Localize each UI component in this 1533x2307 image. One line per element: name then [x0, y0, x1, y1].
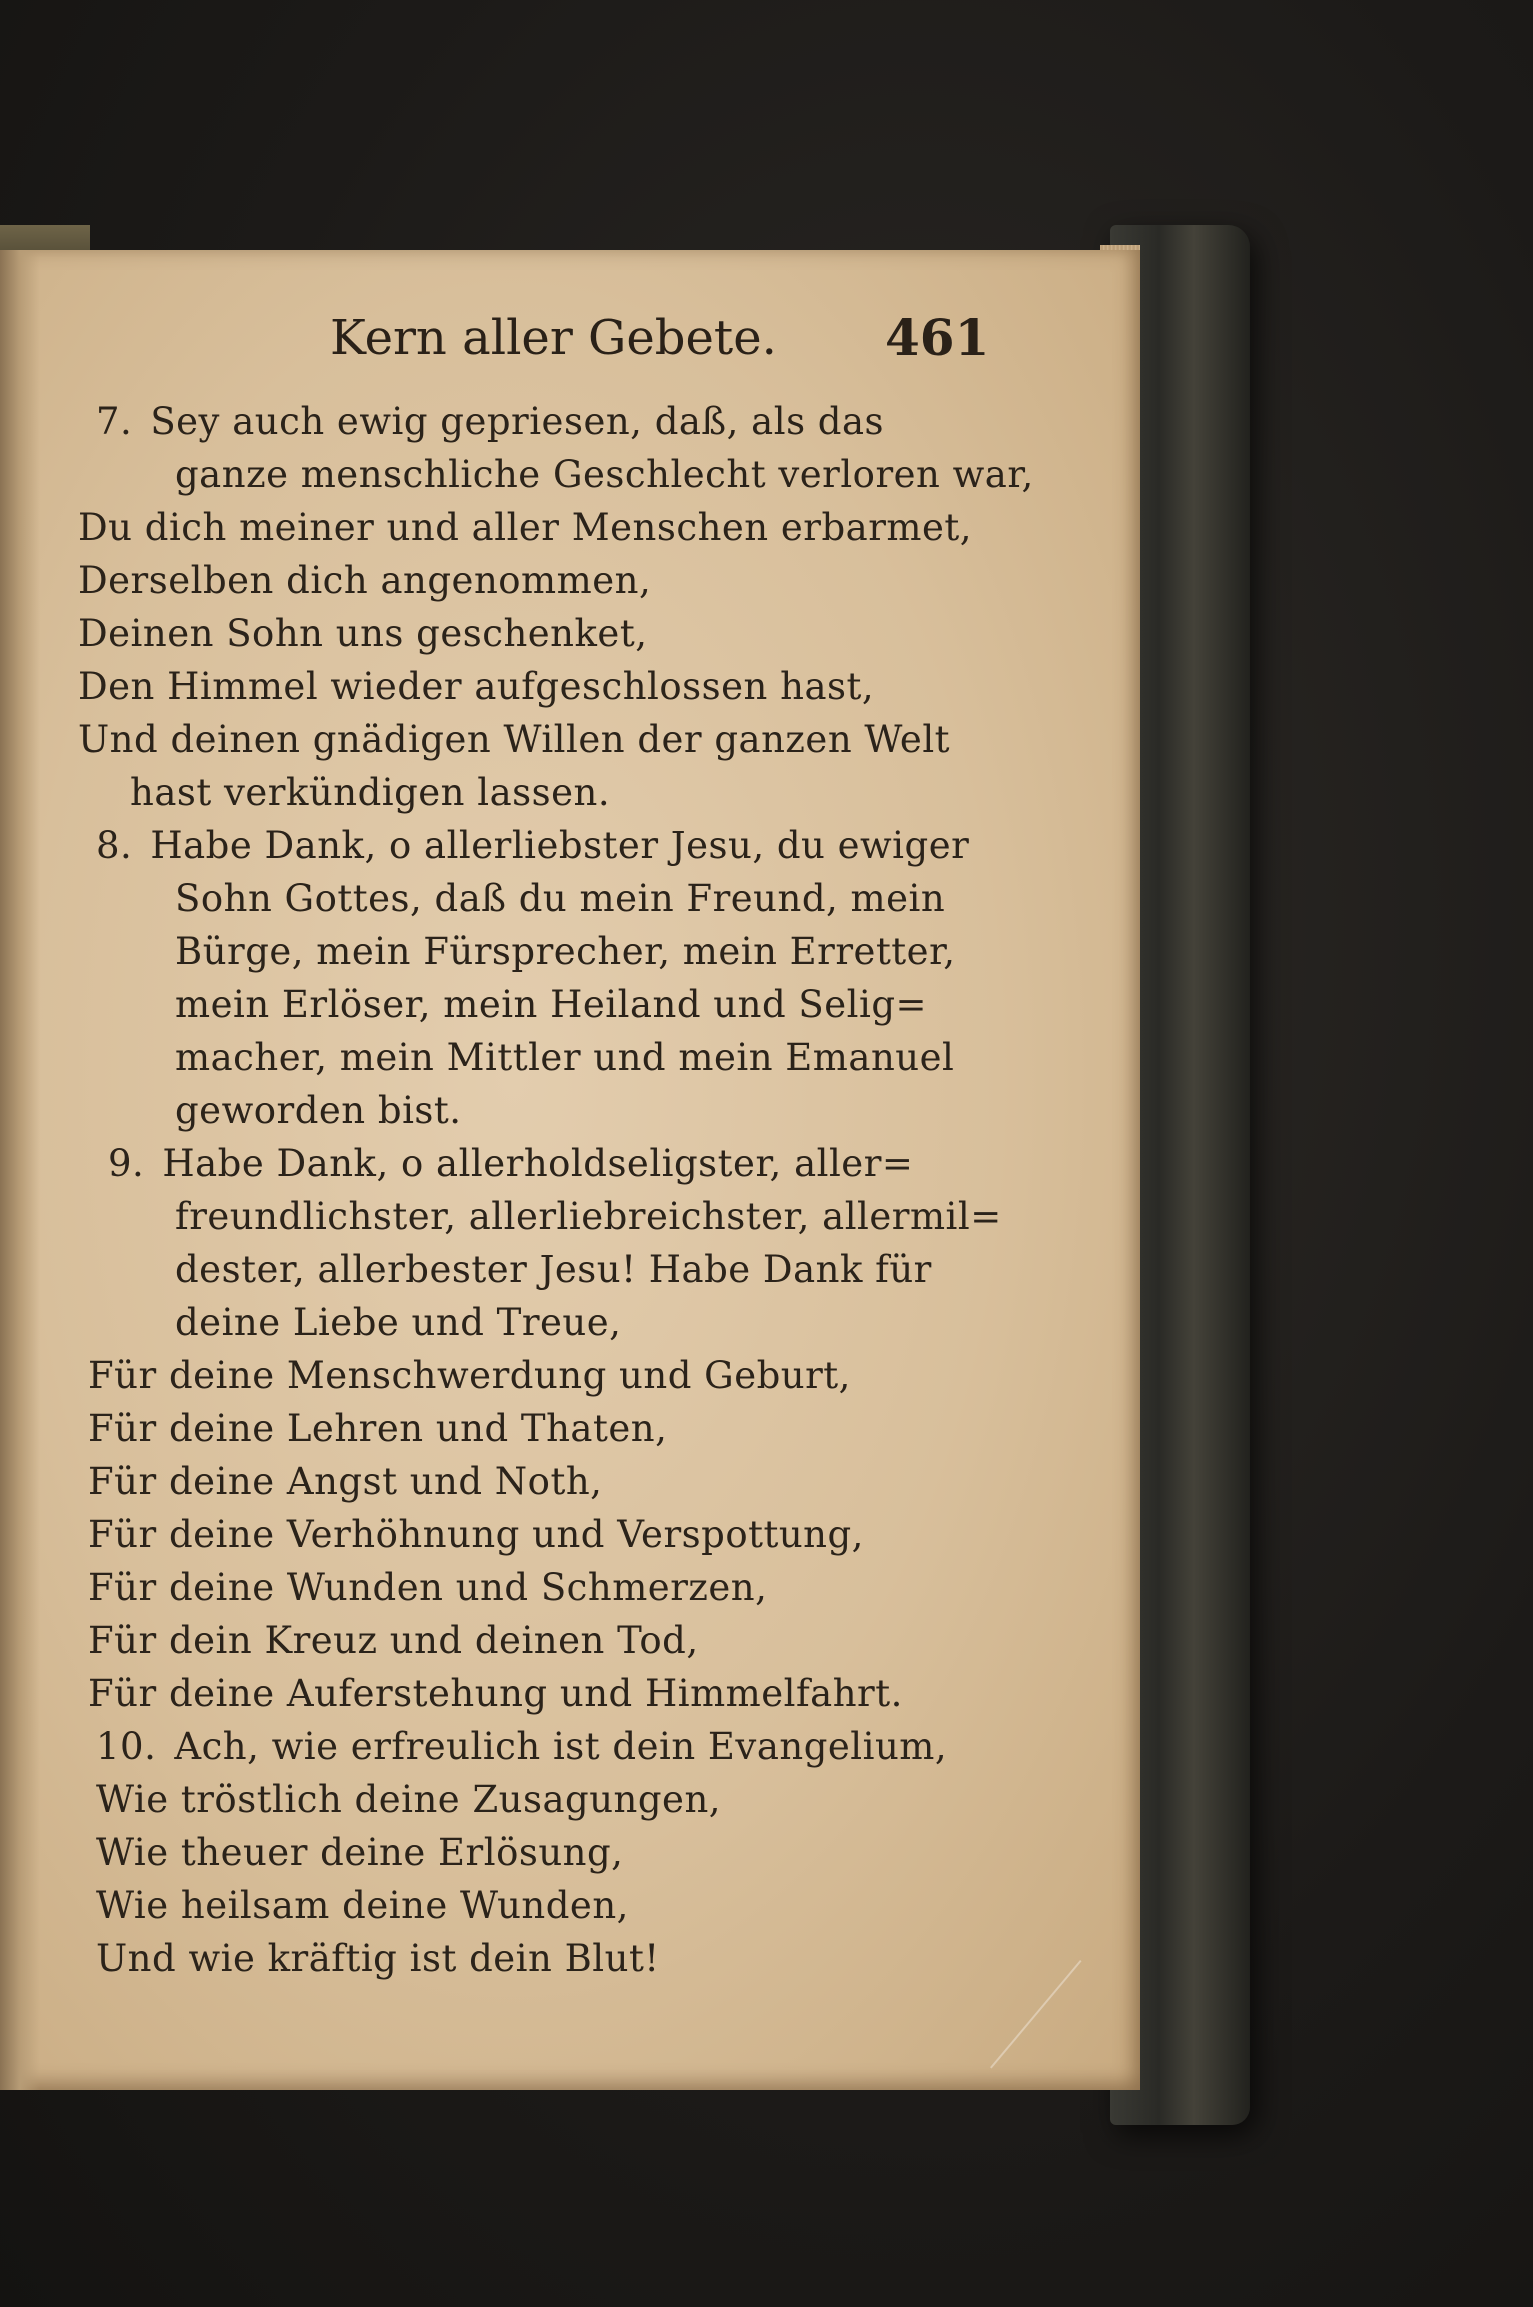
text-line — [88, 1566, 767, 1609]
text-line — [96, 1831, 623, 1874]
line-text: Sohn Gottes, daß du mein Freund, mein — [175, 877, 946, 920]
line-text: Für dein Kreuz und deinen Tod, — [88, 1619, 699, 1662]
line-text: Derselben dich angenommen, — [78, 559, 652, 602]
text-line — [88, 1619, 699, 1662]
line-text: Bürge, mein Fürsprecher, mein Erretter, — [175, 930, 956, 973]
line-text: Für deine Lehren und Thaten, — [88, 1407, 668, 1450]
text-line — [88, 1513, 864, 1556]
line-text: Wie theuer deine Erlösung, — [96, 1831, 624, 1874]
text-line — [96, 1937, 660, 1980]
text-line — [96, 1778, 721, 1821]
text-line — [108, 1142, 913, 1185]
verse-number: 8. — [96, 824, 133, 867]
book-page — [0, 250, 1140, 2090]
line-text: Für deine Angst und Noth, — [88, 1460, 603, 1503]
text-line — [88, 1354, 851, 1397]
line-text: deine Liebe und Treue, — [175, 1301, 622, 1344]
line-text: Den Himmel wieder aufgeschlossen hast, — [78, 665, 875, 708]
text-line — [175, 1089, 462, 1132]
page-corner-crease — [990, 1960, 1082, 2069]
line-text: Für deine Wunden und Schmerzen, — [88, 1566, 768, 1609]
text-line — [78, 506, 972, 549]
line-text: macher, mein Mittler und mein Emanuel — [175, 1036, 955, 1079]
text-line — [175, 453, 1034, 496]
text-line — [130, 771, 610, 814]
text-line — [88, 1460, 602, 1503]
line-text: Und wie kräftig ist dein Blut! — [96, 1937, 660, 1980]
text-line — [88, 1672, 903, 1715]
line-text: Für deine Menschwerdung und Geburt, — [88, 1354, 851, 1397]
text-line — [78, 665, 874, 708]
text-line — [175, 1301, 621, 1344]
text-line — [88, 1407, 667, 1450]
text-line — [175, 1248, 932, 1291]
verse-number: 10. — [96, 1725, 157, 1768]
line-text: dester, allerbester Jesu! Habe Dank für — [175, 1248, 932, 1291]
line-text: Wie tröstlich deine Zusagungen, — [96, 1778, 722, 1821]
text-line — [78, 718, 950, 761]
text-line — [175, 877, 945, 920]
line-text: Du dich meiner und aller Menschen erbarmet, — [78, 506, 973, 549]
line-text: Habe Dank, o allerliebster Jesu, du ewiger — [150, 824, 970, 867]
line-text: Ach, wie erfreulich ist dein Evangelium, — [174, 1725, 948, 1768]
verse-number: 7. — [96, 400, 133, 443]
line-text: freundlichster, allerliebreichster, allermil= — [175, 1195, 1002, 1238]
line-text: Wie heilsam deine Wunden, — [96, 1884, 629, 1927]
text-line — [96, 400, 884, 443]
text-line — [175, 983, 927, 1026]
text-line — [78, 612, 647, 655]
line-text: Für deine Auferstehung und Himmelfahrt. — [88, 1672, 903, 1715]
line-text: Habe Dank, o allerholdseligster, aller= — [162, 1142, 914, 1185]
line-text: Und deinen gnädigen Willen der ganzen Welt — [78, 718, 951, 761]
line-text: Sey auch ewig gepriesen, daß, als das — [150, 400, 885, 443]
text-line — [175, 1195, 1002, 1238]
line-text: Deinen Sohn uns geschenket, — [78, 612, 648, 655]
page-gutter — [0, 250, 40, 2090]
running-head: Kern aller Gebete. — [330, 310, 777, 366]
text-line — [96, 1725, 947, 1768]
verse-number: 9. — [108, 1142, 145, 1185]
line-text: geworden bist. — [175, 1089, 462, 1132]
text-line — [96, 824, 969, 867]
text-line — [96, 1884, 629, 1927]
line-text: hast verkündigen lassen. — [130, 771, 611, 814]
page-number: 461 — [885, 308, 990, 367]
line-text: mein Erlöser, mein Heiland und Selig= — [175, 983, 928, 1026]
text-line — [78, 559, 651, 602]
line-text: Für deine Verhöhnung und Verspottung, — [88, 1513, 864, 1556]
line-text: ganze menschliche Geschlecht verloren war, — [175, 453, 1034, 496]
text-line — [175, 1036, 954, 1079]
text-line — [175, 930, 955, 973]
